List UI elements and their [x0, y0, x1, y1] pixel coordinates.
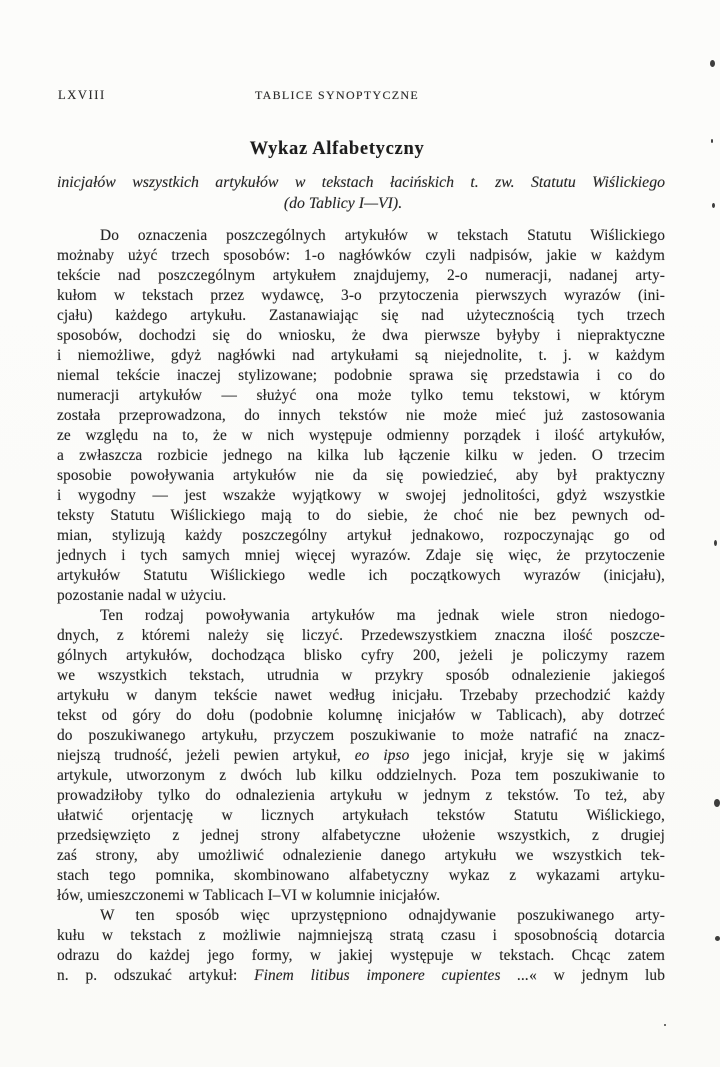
scan-speck: [712, 203, 715, 208]
text-line: [57, 406, 665, 426]
text-line: [57, 746, 665, 766]
text-segment: W ten sposób więc uprzystępniono odnajdywanie poszukiwanego arty-: [100, 907, 665, 924]
scan-speck: [714, 799, 720, 807]
text-segment: została przeprowadzona, do innych tekstów nie może mieć już zastosowania: [57, 407, 665, 424]
text-segment: artykułów Statutu Wiślickiego wedle ich początkowych wyrazów (inicjału),: [57, 567, 665, 584]
subtitle-line-2: (do Tablicy I—VI).: [283, 195, 403, 212]
text-line: [57, 306, 665, 326]
text-segment: łów, umieszczonemi w Tablicach I–VI w kolumnie inicjałów.: [57, 887, 441, 904]
text-line: [57, 506, 665, 526]
text-segment: niemal tekście inaczej stylizowane; podobnie sprawa się przedstawia i co do: [57, 367, 665, 384]
text-segment: a zwłaszcza rozbicie jednego na kilka lub łączenie kilku w jeden. O trzecim: [57, 447, 665, 464]
scan-speck: [715, 936, 720, 941]
text-segment: odrazu do każdej jego formy, w jakiej występuje w tekstach. Chcąc zatem: [57, 947, 665, 964]
folio-number: LXVIII: [58, 88, 106, 102]
text-segment: we wszystkich tekstach, utrudnia w przykry sposób odnalezienie jakiegoś: [57, 667, 665, 684]
text-line: [57, 486, 665, 506]
subtitle-line-1: inicjałów wszystkich artykułów w tekstach łacińskich t. zw. Statutu Wiślickiego: [57, 174, 665, 191]
scan-speck: [710, 60, 715, 67]
text-segment: zaś strony, aby umożliwić odnalezienie danego artykułu we wszystkich tek-: [57, 847, 665, 864]
text-segment: ze względu na to, że w nich występuje odmienny porządek i ilość artykułów,: [57, 427, 665, 444]
text-line: [57, 646, 665, 666]
text-segment: Ten rodzaj powoływania artykułów ma jednak wiele stron niedogo-: [100, 607, 665, 624]
text-line: [57, 686, 665, 706]
text-segment: jednych i tych samych mniej więcej wyrazów. Zdaje się więc, że przytoczenie: [57, 547, 665, 564]
scan-speck: [714, 540, 717, 546]
italic-phrase: eo ipso: [354, 747, 410, 764]
text-line: [57, 626, 665, 646]
text-segment: kułom w tekstach przez wydawcę, 3-o przytoczenia pierwszych wyrazów (ini-: [57, 287, 665, 304]
text-line: [57, 586, 665, 606]
text-line: [57, 786, 665, 806]
text-line: [57, 706, 665, 726]
section-title: Wykaz Alfabetyczny: [249, 139, 425, 159]
paragraph: [57, 606, 665, 906]
text-line: [57, 866, 665, 886]
text-segment: i niemożliwe, gdyż nagłówki nad artykułami są niejednolite, t. j. w każdym: [57, 347, 665, 364]
text-line: [57, 906, 665, 926]
text-segment: mian, stylizują każdy poszczególny artykuł jednakowo, rozpoczynając go od: [57, 527, 665, 544]
text-segment: możnaby użyć trzech sposobów: 1-o nagłówków czyli nadpisów, jakie w każdym: [57, 247, 665, 264]
text-line: [57, 926, 665, 946]
text-line: [57, 966, 665, 986]
paragraph: [57, 906, 665, 986]
text-line: [57, 226, 665, 246]
text-segment: artykułu w danym tekście nawet według inicjału. Trzebaby przechodzić każdy: [57, 687, 665, 704]
scan-speck: [664, 1024, 666, 1026]
text-line: [57, 366, 665, 386]
text-segment: pozostanie nadal w użyciu.: [57, 587, 227, 604]
text-line: [57, 726, 665, 746]
text-segment: prowadziłoby tylko do odnalezienia artykułu w jednym z tekstów. To też, aby: [57, 787, 665, 804]
text-line: [57, 846, 665, 866]
text-line: [57, 266, 665, 286]
text-line: [57, 326, 665, 346]
text-line: [57, 606, 665, 626]
text-line: [57, 806, 665, 826]
text-segment: tekst od góry do dołu (podobnie kolumnę inicjałów w Tablicach), aby dotrzeć: [57, 707, 665, 724]
text-line: [57, 666, 665, 686]
text-segment: numeracji artykułów — służyć ona może tylko temu tekstowi, w którym: [57, 387, 665, 404]
text-line: [57, 546, 665, 566]
text-segment: tekście nad poszczególnym artykułem znajdujemy, 2-o numeracji, nadanej arty-: [57, 267, 665, 284]
text-line: [57, 526, 665, 546]
running-title: TABLICE SYNOPTYCZNE: [254, 88, 420, 102]
text-line: [57, 346, 665, 366]
text-line: [57, 826, 665, 846]
text-segment: jego inicjał, kryje się w jakimś: [409, 747, 665, 764]
italic-phrase: Finem litibus imponere cupientes ...: [254, 967, 530, 984]
text-segment: teksty Statutu Wiślickiego mają to do siebie, że choć nie bez pewnych od-: [57, 507, 665, 524]
text-segment: n. p. odszukać artykuł:: [57, 967, 255, 984]
paragraph: [57, 226, 665, 606]
text-line: [57, 426, 665, 446]
text-segment: stach tego pomnika, skombinowano alfabetyczny wykaz z wykazami artyku-: [57, 867, 665, 884]
text-segment: niejszą trudność, jeżeli pewien artykuł,: [57, 747, 355, 764]
text-segment: i wygodny — jest wszakże wyjątkowy w swojej jednolitości, gdyż wszystkie: [57, 487, 665, 504]
text-segment: ułatwić orjentację w licznych artykułach tekstów Statutu Wiślickiego,: [57, 807, 665, 824]
text-segment: Do oznaczenia poszczególnych artykułów w tekstach Statutu Wiślickiego: [100, 227, 665, 244]
text-segment: sposobów, dochodzi się do wniosku, że dwa pierwsze byłyby i niepraktyczne: [57, 327, 665, 344]
section-subtitle: [57, 172, 665, 214]
text-segment: artykule, utworzonym z dwóch lub kilku oddzielnych. Poza tem poszukiwanie to: [57, 767, 665, 784]
text-line: [57, 466, 665, 486]
text-line: [57, 946, 665, 966]
text-line: [57, 886, 665, 906]
text-segment: dnych, z któremi należy się liczyć. Przedewszystkiem znaczna ilość poszcze-: [57, 627, 665, 644]
text-segment: do poszukiwanego artykułu, przyczem poszukiwanie to może natrafić na znacz-: [57, 727, 665, 744]
text-segment: « w jednym lub: [529, 967, 665, 984]
body-text: [57, 226, 665, 986]
text-segment: cjału) każdego artykułu. Zastanawiając się nad użytecznością tych trzech: [57, 307, 665, 324]
text-line: [57, 246, 665, 266]
text-segment: przedsięwzięto z jednej strony alfabetyczne ułożenie wszystkich, z drugiej: [57, 827, 665, 844]
text-line: [57, 386, 665, 406]
text-segment: sposobie powoływania artykułów nie da się powiedzieć, aby był praktyczny: [57, 467, 665, 484]
text-line: [57, 566, 665, 586]
text-line: [57, 446, 665, 466]
text-line: [57, 766, 665, 786]
text-segment: gólnych artykułów, dochodząca blisko cyfry 200, jeżeli je policzymy razem: [57, 647, 665, 664]
scan-speck: [711, 139, 713, 143]
text-line: [57, 286, 665, 306]
text-segment: kułu w tekstach z możliwie najmniejszą stratą czasu i sposobnością dotarcia: [57, 927, 665, 944]
